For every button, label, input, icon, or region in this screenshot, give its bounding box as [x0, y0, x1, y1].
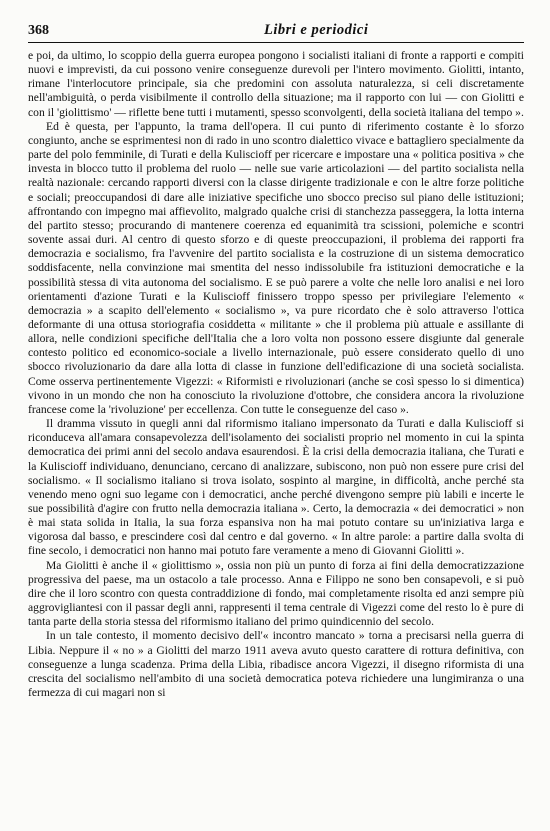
running-title: Libri e periodici [264, 22, 369, 38]
page-number: 368 [28, 23, 49, 38]
page-body [28, 49, 524, 700]
paragraph-3: Il dramma vissuto in quegli anni dal riformismo italiano impersonato da Turati e dalla Kuliscioff si riconduceva all'amara consapevolezza dell'isolamento dei socialisti proprio nel momento in cui la spinta democratica dei primi anni del secolo andava esaurendosi. È la crisi della democrazia italiana, che Turati e la Kuliscioff individuano, denunciano, cercano di analizzare, subiscono, non può non essere pure crisi del socialismo. « Il socialismo italiano si trova isolato, sospinto al margine, in difficoltà, anche perché sta venendo meno ogni suo legame con i democratici, anche perché divengono sempre più labili e incerte le sue possibilità d'agire con frutto nella democrazia italiana ». Certo, la democrazia « dei democratici » non è mai stata solida in Italia, la sua forza espansiva non ha mai potuto contare su un'iniziativa larga e vigorosa dal basso, e prescindere così dal centro e dal governo. « In altre parole: a partire dalla svolta di fine secolo, i democratici non hanno mai potuto fare veramente a meno di Giovanni Giolitti ». [28, 417, 524, 558]
paragraph-4: Ma Giolitti è anche il « giolittismo », ossia non più un punto di forza ai fini della democratizzazione progressiva del paese, ma un ostacolo a tale processo. Anna e Filippo ne sono ben consapevoli, e si può dire che il loro scontro con questa contraddizione di fondo, mai completamente risolta ed anzi sempre più aggrovigliantesi con il passar degli anni, rappresenti il tema centrale di Vigezzi come del resto lo è pure di tanta parte della storia stessa del riformismo italiano del primo quindicennio del secolo. [28, 558, 524, 629]
paragraph-5: In un tale contesto, il momento decisivo dell'« incontro mancato » torna a precisarsi nella guerra di Libia. Neppure il « no » a Giolitti del marzo 1911 aveva avuto questo carattere di rottura definitiva, con conseguenze a lunga scadenza. Prima della Libia, ribadisce ancora Vigezzi, il disegno riformista di una crescita del socialismo nell'ambito di una società democratica poteva richiedere una lungimiranza o una fermezza di cui magari non si [28, 629, 524, 700]
paragraph-1: e poi, da ultimo, lo scoppio della guerra europea pongono i socialisti italiani di fronte a rapporti e compiti nuovi e imprevisti, da cui possono venire conseguenze durevoli per l'intero movimento. Giolitti, intanto, rimane l'interlocutore principale, sia che predomini con assoluta naturalezza, si celi discretamente nell'ambiguità, o perda visibilmente il controllo della situazione; ma il rapporto con lui — con Giolitti e con il 'giolittismo' — riflette bene tutti i mutamenti, spesso sconvolgenti, della società italiana del tempo ». [28, 49, 524, 119]
paragraph-2: Ed è questa, per l'appunto, la trama dell'opera. Il cui punto di riferimento costante è lo sforzo congiunto, anche se esprimentesi non di rado in uno scontro dialettico vivace e battagliero specialmente da parte del polo femminile, di Turati e della Kuliscioff per ricercare e impostare una « politica positiva » che investa in blocco tutto il problema del ruolo — nelle sue varie articolazioni — del partito socialista nella realtà nazionale: cercando rapporti diversi con la classe dirigente tradizionale e con le altre forze politiche e sociali; preoccupandosi di dare alle iniziative specifiche uno sbocco preciso sul piano delle istituzioni; affrontando con impegno mai affievolito, malgrado qualche crisi di stanchezza passeggera, la lotta interna del partito stesso; procurando di mantenere coerenza ed equanimità tra scissioni, polemiche e scontri sovente assai duri. Al centro di questo sforzo e di queste preoccupazioni, il problema dei rapporti fra democrazia e socialismo, fra l'avvenire del partito socialista e la costruzione di un sistema democratico soddisfacente, nella convinzione mai smentita del nesso indissolubile fra istituzioni democratiche e la possibilità stessa di vita autonoma del socialismo. E se può parere a volte che nelle loro analisi e nei loro orientamenti d'azione Turati e la Kuliscioff finissero troppo spesso per privilegiare l'elemento « democrazia » a scapito dell'elemento « socialismo », va pure ricordato che è solo attraverso l'ottica deformante di una ottusa storiografia cosiddetta « militante » che il problema più attuale e assillante di allora, nelle condizioni specifiche dell'Italia che a loro volta non possono essere disgiunte dal generale contesto politico ed economico-sociale a livello internazionale, può essere considerato quello di uno sbocco rivoluzionario da dare alla lotta di classe in funzione dell'edificazione di una società socialista. Come osserva pertinentemente Vigezzi: « Riformisti e rivoluzionari (anche se così spesso lo si dimentica) vivono in un mondo che non ha conosciuto la rivoluzione d'ottobre, che considera ancora la rivoluzione francese come la 'rivoluzione' per eccellenza. Con tutte le conseguenze del caso ». [28, 119, 524, 416]
page-header [28, 22, 524, 43]
